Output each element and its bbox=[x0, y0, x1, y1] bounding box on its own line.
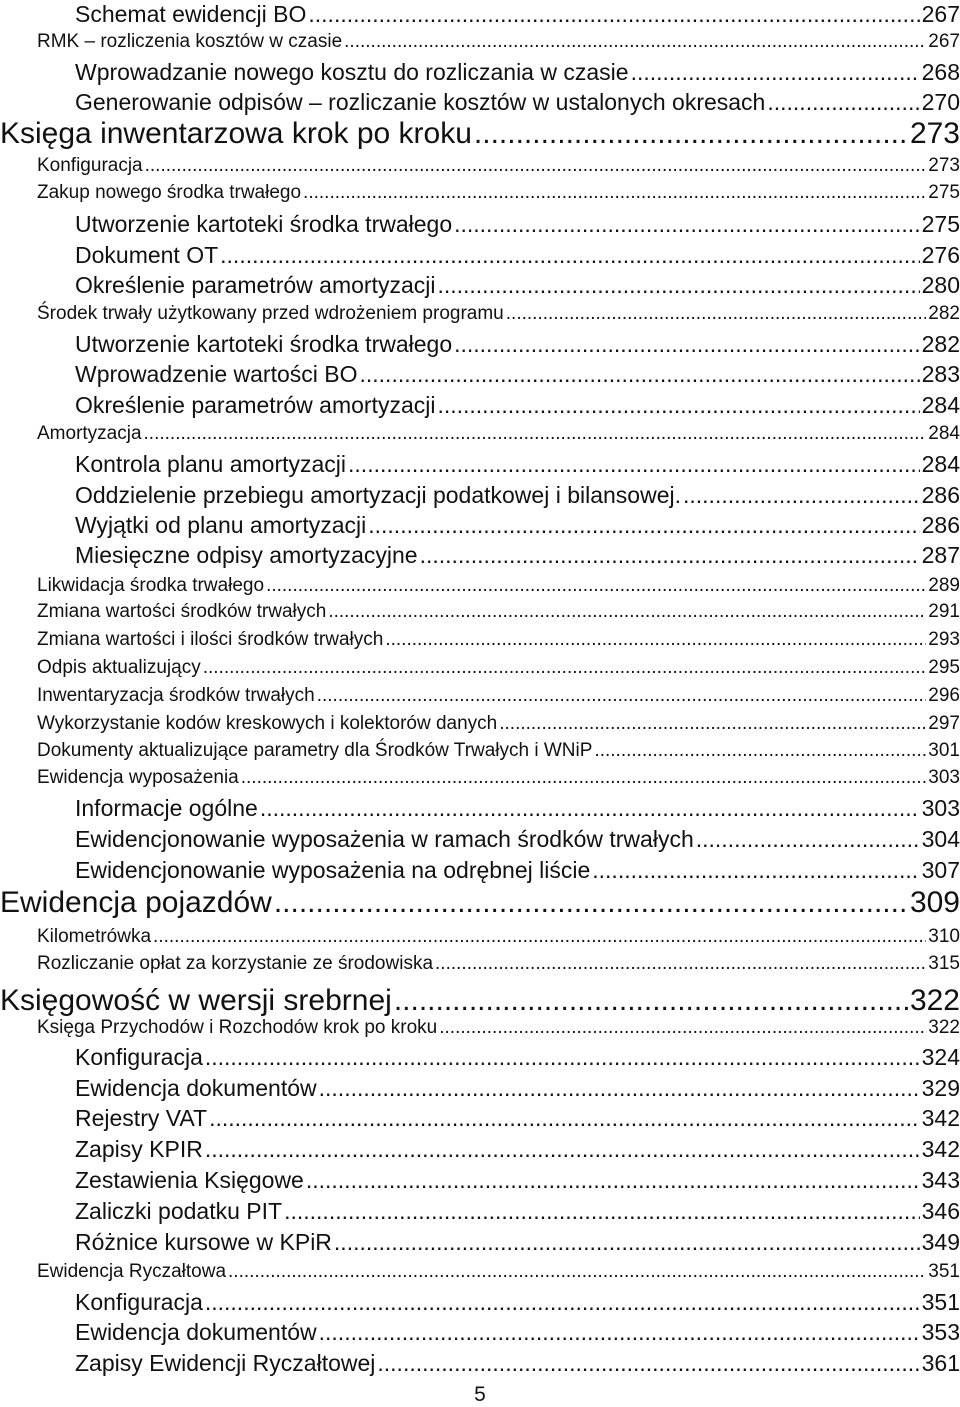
toc-entry-page: 295 bbox=[928, 657, 960, 678]
toc-dot-leader bbox=[377, 1349, 919, 1377]
toc-entry[interactable] bbox=[37, 684, 960, 708]
toc-entry[interactable] bbox=[37, 952, 960, 976]
toc-entry-title: Wyjątki od planu amortyzacji bbox=[75, 512, 367, 538]
toc-entry[interactable] bbox=[37, 1260, 960, 1284]
toc-entry-title: Ewidencja pojazdów bbox=[0, 886, 272, 919]
toc-entry[interactable] bbox=[75, 1349, 960, 1377]
toc-dot-leader bbox=[435, 952, 926, 976]
toc-entry[interactable] bbox=[37, 30, 960, 54]
toc-entry-page: 289 bbox=[928, 575, 960, 596]
toc-entry-page: 304 bbox=[921, 826, 960, 852]
toc-entry[interactable] bbox=[75, 794, 960, 822]
toc-dot-leader bbox=[153, 925, 926, 949]
toc-entry[interactable] bbox=[75, 1074, 960, 1102]
toc-dot-leader bbox=[348, 450, 920, 478]
toc-dot-leader bbox=[385, 628, 926, 652]
toc-entry-page: 283 bbox=[921, 361, 960, 387]
toc-entry-page: 307 bbox=[921, 857, 960, 883]
toc-entry-title: Odpis aktualizujący bbox=[37, 657, 201, 678]
toc-entry-page: 353 bbox=[921, 1319, 960, 1345]
toc-entry[interactable] bbox=[0, 117, 960, 151]
toc-entry-page: 303 bbox=[928, 767, 960, 788]
toc-entry-title: Kilometrówka bbox=[37, 926, 152, 947]
toc-entry-page: 322 bbox=[909, 984, 960, 1017]
toc-entry[interactable] bbox=[75, 58, 960, 86]
toc-entry[interactable] bbox=[0, 984, 960, 1018]
toc-entry-title: Zakup nowego środka trwałego bbox=[37, 182, 302, 203]
toc-entry[interactable] bbox=[75, 1104, 960, 1132]
toc-entry-title: Określenie parametrów amortyzacji bbox=[75, 272, 436, 298]
toc-entry-title: Zapisy Ewidencji Ryczałtowej bbox=[75, 1350, 376, 1376]
toc-entry-title: Miesięczne odpisy amortyzacyjne bbox=[75, 542, 418, 568]
toc-entry-page: 322 bbox=[928, 1017, 960, 1038]
toc-entry-title: Utworzenie kartoteki środka trwałego bbox=[75, 331, 453, 357]
toc-entry-title: Wprowadzanie nowego kosztu do rozliczania w czasie bbox=[75, 59, 629, 85]
toc-entry-page: 273 bbox=[928, 155, 960, 176]
toc-entry-page: 286 bbox=[921, 482, 960, 508]
toc-entry[interactable] bbox=[75, 511, 960, 539]
toc-entry-page: 268 bbox=[921, 59, 960, 85]
toc-dot-leader bbox=[284, 1197, 920, 1225]
toc-dot-leader bbox=[228, 1260, 926, 1284]
toc-entry-page: 315 bbox=[928, 953, 960, 974]
toc-entry-title: Księga inwentarzowa krok po kroku bbox=[0, 117, 472, 150]
toc-entry-title: Amortyzacja bbox=[37, 423, 142, 444]
toc-entry[interactable] bbox=[37, 600, 960, 624]
toc-entry-title: Określenie parametrów amortyzacji bbox=[75, 392, 436, 418]
toc-entry-title: Oddzielenie przebiegu amortyzacji podatkowej i bilansowej. bbox=[75, 482, 681, 508]
toc-entry-page: 297 bbox=[928, 713, 960, 734]
toc-dot-leader bbox=[334, 1228, 920, 1256]
toc-entry-page: 343 bbox=[921, 1167, 960, 1193]
toc-entry-page: 342 bbox=[921, 1105, 960, 1131]
toc-dot-leader bbox=[420, 541, 920, 569]
toc-entry-page: 282 bbox=[928, 303, 960, 324]
toc-entry-page: 267 bbox=[921, 1, 960, 27]
toc-entry-title: Likwidacja środka trwałego bbox=[37, 575, 265, 596]
toc-dot-leader bbox=[306, 1166, 920, 1194]
toc-entry[interactable] bbox=[75, 1318, 960, 1346]
toc-entry-title: Ewidencjonowanie wyposażenia w ramach środków trwałych bbox=[75, 826, 694, 852]
toc-entry-page: 310 bbox=[928, 926, 960, 947]
toc-entry-page: 351 bbox=[928, 1261, 960, 1282]
toc-dot-leader bbox=[344, 30, 926, 54]
toc-entry[interactable] bbox=[75, 391, 960, 419]
toc-entry-page: 273 bbox=[909, 117, 960, 150]
toc-entry-title: Wprowadzenie wartości BO bbox=[75, 361, 358, 387]
toc-entry-title: Zestawienia Księgowe bbox=[75, 1167, 304, 1193]
toc-entry[interactable] bbox=[75, 210, 960, 238]
toc-dot-leader bbox=[767, 88, 919, 116]
toc-entry-title: Schemat ewidencji BO bbox=[75, 1, 307, 27]
toc-entry[interactable] bbox=[37, 181, 960, 205]
toc-entry-page: 324 bbox=[921, 1044, 960, 1070]
toc-entry-page: 303 bbox=[921, 795, 960, 821]
toc-entry-title: Księga Przychodów i Rozchodów krok po kroku bbox=[37, 1017, 438, 1038]
toc-entry[interactable] bbox=[75, 1228, 960, 1256]
toc-dot-leader bbox=[266, 574, 926, 598]
toc-entry[interactable] bbox=[37, 422, 960, 446]
toc-entry-title: Ewidencjonowanie wyposażenia na odrębnej liście bbox=[75, 857, 591, 883]
toc-entry-title: Ewidencja Ryczałtowa bbox=[37, 1261, 227, 1282]
toc-dot-leader bbox=[696, 825, 920, 853]
toc-entry[interactable] bbox=[37, 766, 960, 790]
toc-entry[interactable] bbox=[75, 1288, 960, 1316]
toc-entry-title: Utworzenie kartoteki środka trwałego bbox=[75, 211, 453, 237]
toc-entry[interactable] bbox=[37, 739, 960, 763]
toc-dot-leader bbox=[439, 1016, 926, 1040]
toc-entry-title: Wykorzystanie kodów kreskowych i kolektorów danych bbox=[37, 713, 498, 734]
toc-dot-leader bbox=[274, 886, 908, 920]
toc-entry-page: 284 bbox=[928, 423, 960, 444]
toc-entry[interactable] bbox=[37, 712, 960, 736]
toc-entry-title: Zmiana wartości i ilości środków trwałych bbox=[37, 629, 384, 650]
toc-entry[interactable] bbox=[75, 0, 960, 28]
toc-entry[interactable] bbox=[37, 302, 960, 326]
toc-dot-leader bbox=[454, 330, 920, 358]
toc-dot-leader bbox=[203, 656, 927, 680]
toc-entry-page: 282 bbox=[921, 331, 960, 357]
toc-entry-title: Informacje ogólne bbox=[75, 795, 258, 821]
toc-entry-page: 351 bbox=[921, 1289, 960, 1315]
toc-entry[interactable] bbox=[37, 154, 960, 178]
toc-dot-leader bbox=[437, 391, 919, 419]
toc-entry-page: 275 bbox=[921, 211, 960, 237]
toc-dot-leader bbox=[683, 481, 920, 509]
toc-entry-page: 276 bbox=[921, 242, 960, 268]
toc-entry[interactable] bbox=[75, 241, 960, 269]
toc-dot-leader bbox=[209, 1104, 920, 1132]
toc-entry[interactable] bbox=[75, 360, 960, 388]
toc-entry-page: 287 bbox=[921, 542, 960, 568]
toc-entry[interactable] bbox=[37, 628, 960, 652]
toc-dot-leader bbox=[308, 0, 919, 28]
toc-entry-page: 286 bbox=[921, 512, 960, 538]
toc-entry[interactable] bbox=[75, 330, 960, 358]
toc-entry-page: 280 bbox=[921, 272, 960, 298]
toc-entry-page: 301 bbox=[928, 740, 960, 761]
toc-dot-leader bbox=[319, 1318, 920, 1346]
toc-dot-leader bbox=[592, 856, 919, 884]
toc-dot-leader bbox=[319, 1074, 920, 1102]
toc-dot-leader bbox=[594, 739, 926, 763]
toc-entry-title: Zmiana wartości środków trwałych bbox=[37, 601, 327, 622]
toc-entry[interactable] bbox=[75, 1166, 960, 1194]
toc-entry-title: Konfiguracja bbox=[75, 1044, 203, 1070]
toc-entry[interactable] bbox=[75, 541, 960, 569]
toc-entry[interactable] bbox=[75, 1197, 960, 1225]
toc-entry-page: 284 bbox=[921, 392, 960, 418]
toc-dot-leader bbox=[631, 58, 920, 86]
toc-entry[interactable] bbox=[75, 88, 960, 116]
toc-dot-leader bbox=[506, 302, 927, 326]
toc-entry-title: Konfiguracja bbox=[37, 155, 143, 176]
toc-entry-title: Inwentaryzacja środków trwałych bbox=[37, 685, 315, 706]
toc-entry-page: 329 bbox=[921, 1075, 960, 1101]
toc-dot-leader bbox=[241, 766, 927, 790]
toc-entry[interactable] bbox=[75, 856, 960, 884]
toc-dot-leader bbox=[145, 154, 927, 178]
toc-dot-leader bbox=[328, 600, 926, 624]
toc-entry-title: Dokumenty aktualizujące parametry dla Środków Trwałych i WNiP bbox=[37, 740, 593, 761]
toc-entry-title: Kontrola planu amortyzacji bbox=[75, 451, 347, 477]
toc-entry[interactable] bbox=[75, 825, 960, 853]
toc-entry-page: 293 bbox=[928, 629, 960, 650]
toc-entry-page: 267 bbox=[928, 31, 960, 52]
toc-dot-leader bbox=[220, 241, 919, 269]
toc-entry-page: 291 bbox=[928, 601, 960, 622]
toc-dot-leader bbox=[317, 684, 927, 708]
toc-dot-leader bbox=[360, 360, 920, 388]
toc-dot-leader bbox=[437, 271, 919, 299]
toc-dot-leader bbox=[474, 117, 908, 151]
toc-entry[interactable] bbox=[75, 271, 960, 299]
toc-entry-title: Generowanie odpisów – rozliczanie kosztów w ustalonych okresach bbox=[75, 89, 766, 115]
toc-entry-title: Dokument OT bbox=[75, 242, 219, 268]
toc-entry-page: 296 bbox=[928, 685, 960, 706]
toc-entry[interactable] bbox=[0, 886, 960, 920]
toc-entry-page: 361 bbox=[921, 1350, 960, 1376]
toc-entry-page: 284 bbox=[921, 451, 960, 477]
toc-entry-title: Konfiguracja bbox=[75, 1289, 203, 1315]
toc-dot-leader bbox=[205, 1043, 920, 1071]
toc-entry[interactable] bbox=[75, 481, 960, 509]
toc-dot-leader bbox=[144, 422, 927, 446]
toc-entry-title: Zaliczki podatku PIT bbox=[75, 1198, 283, 1224]
toc-entry-page: 309 bbox=[909, 886, 960, 919]
toc-entry-title: RMK – rozliczenia kosztów w czasie bbox=[37, 31, 343, 52]
toc-entry[interactable] bbox=[37, 925, 960, 949]
toc-dot-leader bbox=[394, 984, 908, 1018]
toc-entry-page: 275 bbox=[928, 182, 960, 203]
toc-dot-leader bbox=[368, 511, 919, 539]
toc-entry[interactable] bbox=[75, 1043, 960, 1071]
toc-entry-title: Ewidencja wyposażenia bbox=[37, 767, 239, 788]
toc-entry-page: 346 bbox=[921, 1198, 960, 1224]
toc-entry[interactable] bbox=[37, 574, 960, 598]
toc-entry-page: 349 bbox=[921, 1229, 960, 1255]
toc-entry-title: Księgowość w wersji srebrnej bbox=[0, 984, 392, 1017]
toc-dot-leader bbox=[499, 712, 926, 736]
toc-dot-leader bbox=[205, 1135, 920, 1163]
toc-entry[interactable] bbox=[37, 1016, 960, 1040]
toc-entry-title: Zapisy KPIR bbox=[75, 1136, 203, 1162]
page-number: 5 bbox=[474, 1383, 486, 1406]
toc-entry-title: Rozliczanie opłat za korzystanie ze środowiska bbox=[37, 953, 434, 974]
toc-dot-leader bbox=[454, 210, 920, 238]
toc-dot-leader bbox=[303, 181, 926, 205]
toc-entry-page: 270 bbox=[921, 89, 960, 115]
toc-dot-leader bbox=[205, 1288, 920, 1316]
toc-entry-title: Środek trwały użytkowany przed wdrożeniem programu bbox=[37, 303, 504, 324]
toc-entry-title: Ewidencja dokumentów bbox=[75, 1075, 317, 1101]
toc-entry[interactable] bbox=[75, 1135, 960, 1163]
toc-dot-leader bbox=[260, 794, 920, 822]
toc-entry-title: Rejestry VAT bbox=[75, 1105, 208, 1131]
toc-entry-page: 342 bbox=[921, 1136, 960, 1162]
toc-entry-title: Ewidencja dokumentów bbox=[75, 1319, 317, 1345]
toc-entry[interactable] bbox=[37, 656, 960, 680]
toc-entry[interactable] bbox=[75, 450, 960, 478]
toc-entry-title: Różnice kursowe w KPiR bbox=[75, 1229, 332, 1255]
